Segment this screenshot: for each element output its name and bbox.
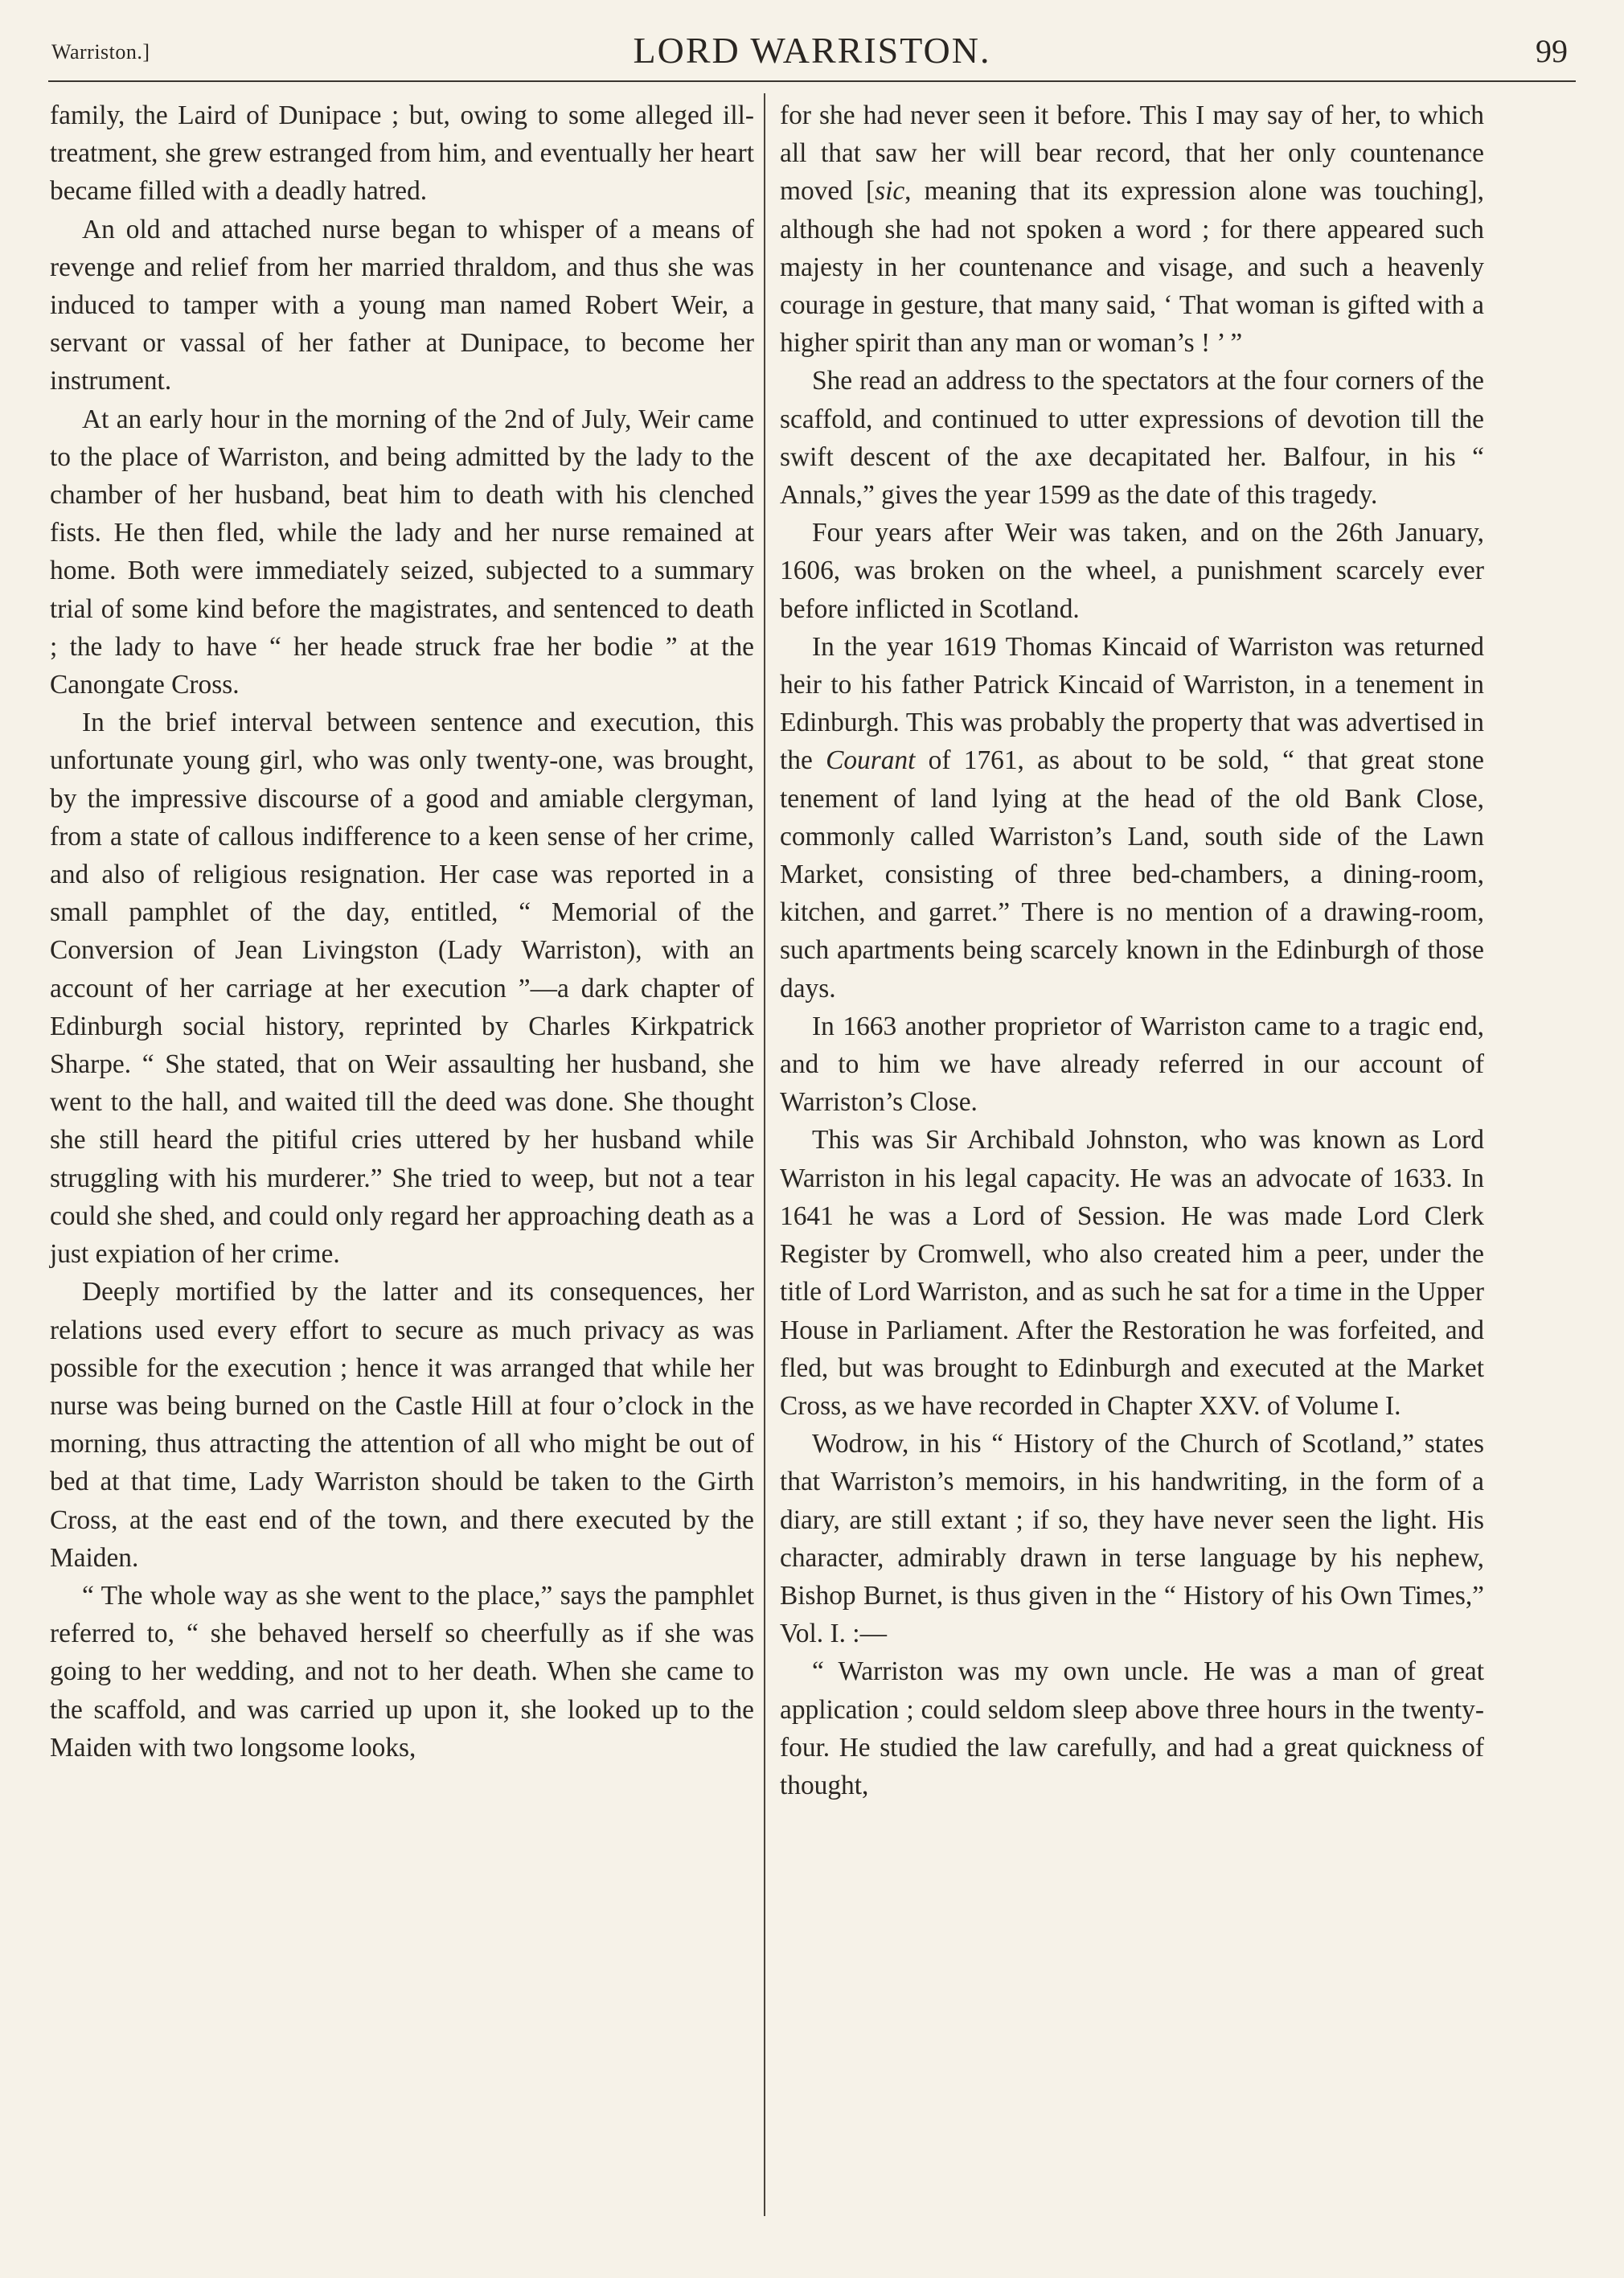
left-column: [50, 96, 754, 1767]
page-title: LORD WARRISTON.: [633, 30, 991, 71]
header-rule: [48, 80, 1576, 82]
page-header: [48, 24, 1576, 77]
paragraph: [780, 628, 1484, 1008]
column-divider: [764, 93, 765, 2216]
paragraph: Four years after Weir was taken, and on the 26th January, 1606, was broken on the wheel, a punishment scarcely ever before inflicted in Scotland.: [780, 518, 1484, 624]
text-run: , meaning that its expression alone was touching], although she had not spoken a word ; for there appeared such majesty in her countenance and visage, and such a heavenly courage in gesture, that many said, ‘ That woman is gifted with a higher spirit than any man or woman’s ! ’ ”: [780, 176, 1484, 359]
paragraph: In 1663 another proprietor of Warriston came to a tragic end, and to him we have already referred in our account of Warriston’s Close.: [780, 1011, 1484, 1118]
paragraph: She read an address to the spectators at the four corners of the scaffold, and continued to utter expressions of devotion till the swift descent of the axe decapitated her. Balfour, in his “ Annals,” gives the year 1599 as the date of this tragedy.: [780, 366, 1484, 511]
paragraph: This was Sir Archibald Johnston, who was known as Lord Warriston in his legal capacity. He was an advocate of 1633. In 1641 he was a Lord of Session. He was made Lord Clerk Register by Cromwell, who also created him a peer, under the title of Lord Warriston, and as such he sat for a time in the Upper House in Parliament. After the Restoration he was forfeited, and fled, but was brought to Edinburgh and executed at the Market Cross, as we have recorded in Chapter XXV. of Volume I.: [780, 1125, 1484, 1421]
paragraph: Wodrow, in his “ History of the Church of Scotland,” states that Warriston’s memoirs, in his handwriting, in the form of a diary, are still extant ; if so, they have never seen the light. His character, admirably drawn in terse language by his nephew, Bishop Burnet, is thus given in the “ History of his Own Times,” Vol. I. :—: [780, 1429, 1484, 1649]
right-column: [780, 96, 1484, 1804]
page-number: 99: [1536, 33, 1568, 69]
paragraph: An old and attached nurse began to whisper of a means of revenge and relief from her married thraldom, and thus she was induced to tamper with a young man named Robert Weir, a servant or vassal of her father at Dunipace, to become her instrument.: [50, 214, 754, 396]
italic-text: sic: [875, 176, 905, 207]
paragraph: At an early hour in the morning of the 2nd of July, Weir came to the place of Warriston, and being admitted by the lady to the chamber of her husband, beat him to death with his clenched fists. He then fled, while the lady and her nurse remained at home. Both were immediately seized, subjected to a summary trial of some kind before the magistrates, and sentenced to death ; the lady to have “ her heade struck frae her bodie ” at the Canongate Cross.: [50, 404, 754, 700]
paragraph: In the brief interval between sentence and execution, this unfortunate young girl, who was only twenty-one, was brought, by the impressive discourse of a good and amiable clergyman, from a state of callous indifference to a keen sense of her crime, and also of religious resignation. Her case was reported in a small pamphlet of the day, entitled, “ Memorial of the Conversion of Jean Livingston (Lady Warriston), with an account of her carriage at her execution ”—a dark chapter of Edinburgh social history, reprinted by Charles Kirkpatrick Sharpe. “ She stated, that on Weir assaulting her husband, she went to the hall, and waited till the deed was done. She thought she still heard the pitiful cries uttered by her husband while struggling with his murderer.” She tried to weep, but not a tear could she shed, and could only regard her approaching death as a just expiation of her crime.: [50, 708, 754, 1270]
paragraph: “ The whole way as she went to the place,” says the pamphlet referred to, “ she behaved herself so cheerfully as if she was going to her wedding, and not to her death. When she came to the scaffold, and was carried up upon it, she looked up to the Maiden with two longsome looks,: [50, 1580, 754, 1763]
paragraph: “ Warriston was my own uncle. He was a man of great application ; could seldom sleep above three hours in the twenty-four. He studied the law carefully, and had a great quickness of thought,: [780, 1656, 1484, 1800]
italic-text: Courant: [826, 745, 916, 776]
paragraph: Deeply mortified by the latter and its consequences, her relations used every effort to secure as much privacy as was possible for the execution ; hence it was arranged that while her nurse was being burned on the Castle Hill at four o’clock in the morning, thus attracting the attention of all who might be out of bed at that time, Lady Warriston should be taken to the Girth Cross, at the east end of the town, and there executed by the Maiden.: [50, 1277, 754, 1573]
running-head: Warriston.]: [51, 40, 150, 64]
paragraph: [780, 96, 1484, 362]
text-run: of 1761, as about to be sold, “ that great stone tenement of land lying at the head of the old Bank Close, commonly called Warriston’s Land, south side of the Lawn Market, consisting of three bed-chambers, a dining-room, kitchen, and garret.” There is no mention of a drawing-room, such apartments being scarcely known in the Edinburgh of those days.: [780, 745, 1485, 1004]
paragraph: family, the Laird of Dunipace ; but, owing to some alleged ill-treatment, she grew estranged from him, and eventually her heart became filled with a deadly hatred.: [50, 101, 754, 207]
text-run: for she had never seen it before. This I may say of her, to which all that saw her will bear record, that her only countenance moved [: [780, 101, 1484, 207]
text-run: In the year 1619 Thomas Kincaid of Warriston was returned heir to his father Patrick Kincaid of Warriston, in a tenement in Edinburgh. This was probably the property that was advertised in the: [780, 631, 1484, 776]
